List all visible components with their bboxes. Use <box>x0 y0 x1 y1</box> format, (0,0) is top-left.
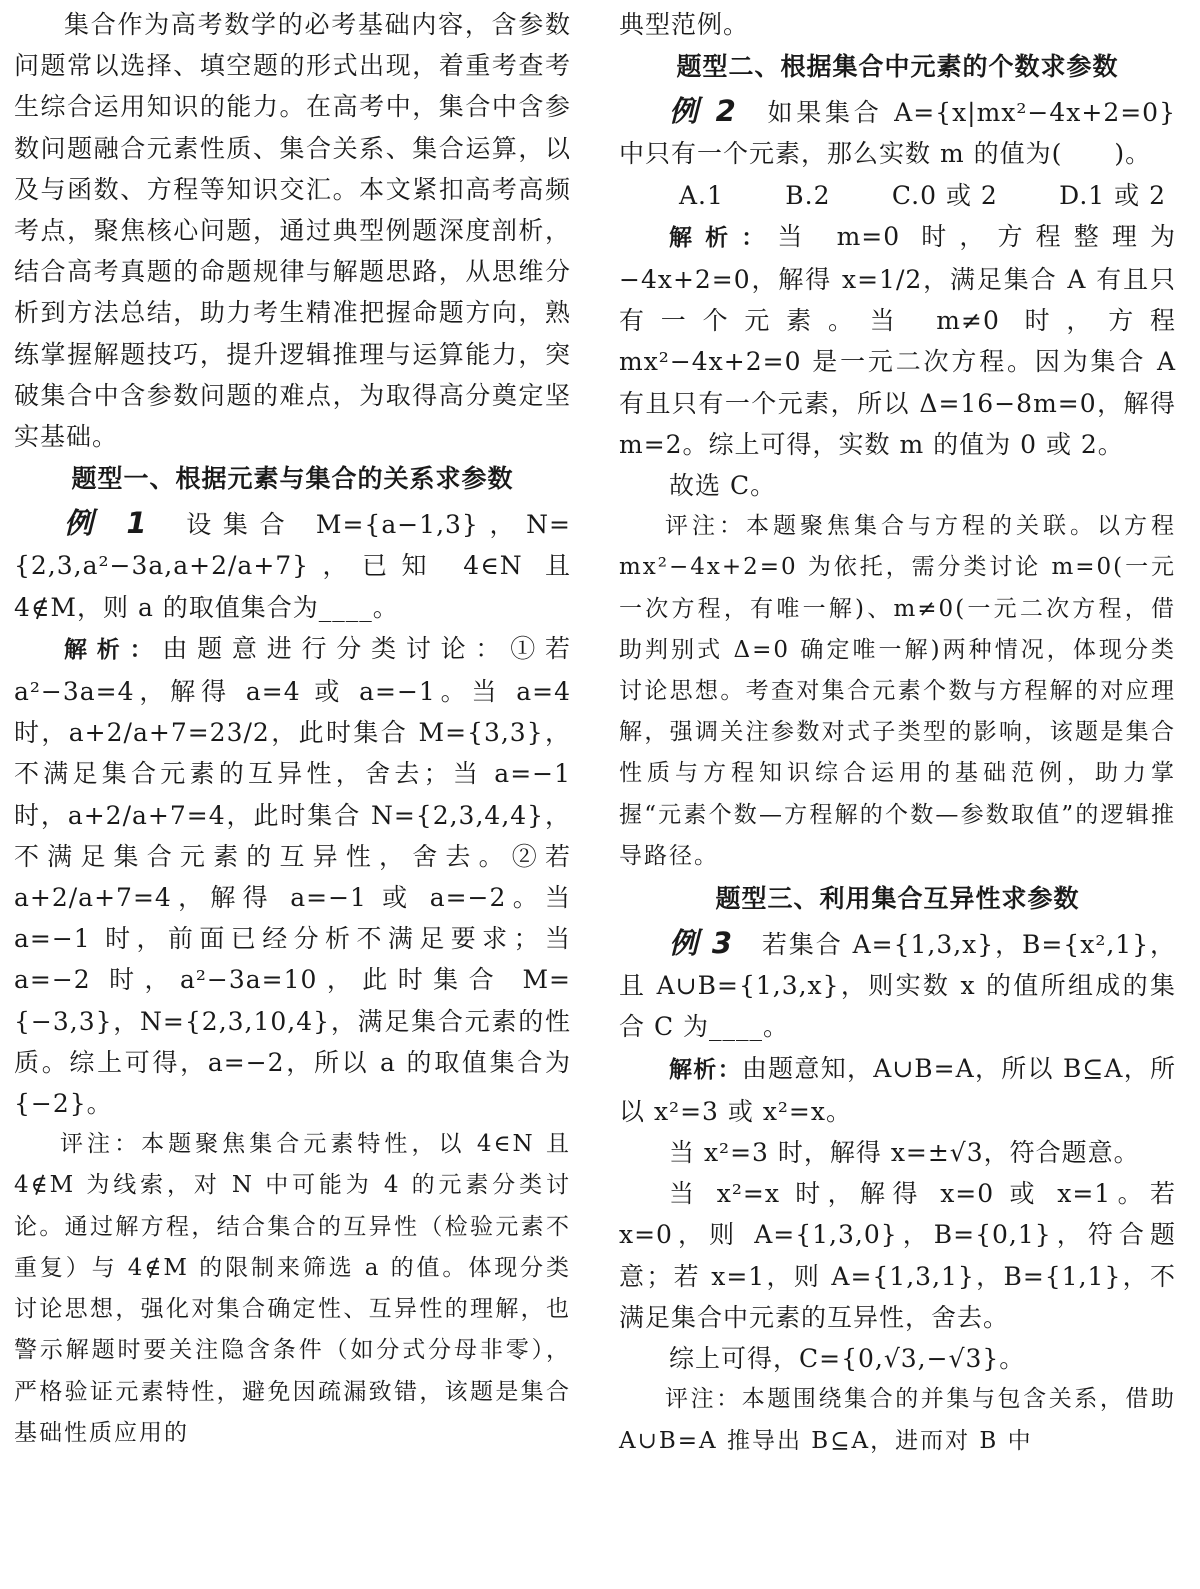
section1-tail: 典型范例。 <box>619 10 750 39</box>
example3-solution-part3: 当 x²=x 时，解得 x=0 或 x=1。若 x=0，则 A={1,3,0}，B={0,1}，符合题意；若 x=1，则 A={1,3,1}，B={1,1}，不满足集合中元素的互异性，舍去。 <box>619 1179 1176 1332</box>
example3-question <box>619 923 1176 1048</box>
example2-comment-lead: 评注： <box>665 513 746 540</box>
option-c: C.0 或 2 <box>891 180 998 210</box>
example1-question-text: 设集合 M={a−1,3}，N={2,3,a²−3a,a+2/a+7}，已知 4∈N 且 4∉M，则 a 的取值集合为____。 <box>14 510 571 622</box>
example1-question <box>14 503 571 628</box>
intro-paragraph: 集合作为高考数学的必考基础内容，含参数问题常以选择、填空题的形式出现，着重考查考生综合运用知识的能力。在高考中，集合中含参数问题融合元素性质、集合关系、集合运算，以及与函数、方程等知识交汇。本文紧扣高考高频考点，聚焦核心问题，通过典型例题深度剖析，结合高考真题的命题规律与解题思路，从思维分析到方法总结，助力考生精准把握命题方向，熟练掌握解题技巧，提升逻辑推理与运算能力，突破集合中含参数问题的难点，为取得高分奠定坚实基础。 <box>14 10 571 452</box>
example2-solution-lead: 解析： <box>669 224 778 251</box>
example2-comment-text: 本题聚焦集合与方程的关联。以方程 mx²−4x+2=0 为依托，需分类讨论 m=0(一元一次方程，有唯一解)、m≠0(一元二次方程，借助判别式 Δ=0 确定唯一解)两种情况，体现分类讨论思想。考查对集合元素个数与方程解的对应理解，强调关注参数对式子类型的影响，该题是集合性质与方程知识综合运用的基础范例，助力掌握“元素个数—方程解的个数—参数取值”的逻辑推导路径。 <box>619 513 1176 869</box>
example1-label: 例 1 <box>64 506 148 541</box>
example2-comment <box>619 506 1176 877</box>
example2-solution-text: 当 m=0 时，方程整理为−4x+2=0，解得 x=1/2，满足集合 A 有且只有一个元素。当 m≠0 时，方程 mx²−4x+2=0 是一元二次方程。因为集合 A 有且只有一个元素，所以 Δ=16−8m=0，解得 m=2。综上可得，实数 m 的值为 0 或 2。 <box>619 221 1176 459</box>
section1-title: 题型一、根据元素与集合的关系求参数 <box>71 464 514 494</box>
example3-solution-part2: 当 x²=3 时，解得 x=±√3，符合题意。 <box>669 1138 1140 1168</box>
example1-comment <box>14 1124 571 1454</box>
example2-label: 例 2 <box>669 94 737 129</box>
example3-label: 例 3 <box>669 926 734 961</box>
example1-solution <box>14 628 571 1124</box>
example1-solution-part1: 由题意进行分类讨论：①若 a²−3a=4，解得 a=4 或 a=−1。当 a=4 时，a+2/a+7=23/2，此时集合 M={3,3}，不满足集合元素的互异性，舍去；当 a=−1 时，a+2/a+7=4，此时集合 N={2,3,4,4}，不满足集合元素的互异性，舍去。 <box>14 633 571 871</box>
example2-question-text: 如果集合 A={x|mx²−4x+2=0}中只有一个元素，那么实数 m 的值为( )。 <box>619 98 1176 169</box>
section2-title: 题型二、根据集合中元素的个数求参数 <box>676 52 1119 82</box>
example3-solution-part4: 综上可得，C={0,√3,−√3}。 <box>669 1344 1026 1374</box>
option-d: D.1 或 2 <box>1059 180 1166 210</box>
example1-comment-lead: 评注： <box>60 1131 142 1158</box>
example3-solution-lead: 解析： <box>669 1056 742 1083</box>
example2-question <box>619 91 1176 174</box>
example3-comment-lead: 评注： <box>665 1386 742 1413</box>
example3-solution-part1: 由题意知，A∪B=A，所以 B⊆A，所以 x²=3 或 x²=x。 <box>619 1053 1176 1126</box>
example1-comment-text: 本题聚焦集合元素特性，以 4∈N 且 4∉M 为线索，对 N 中可能为 4 的元素分类讨论。通过解方程，结合集合的互异性（检验元素不重复）与 4∉M 的限制来筛选 a 的值。体现分类讨论思想，强化对集合确定性、互异性的理解，也警示解题时要关注隐含条件（如分式分母非零），严格验证元素特性，避免因疏漏致错，该题是集合基础性质应用的 <box>14 1131 572 1446</box>
example2-options <box>619 175 1176 216</box>
example2-answer: 故选 C。 <box>669 471 777 501</box>
right-column <box>619 0 1176 1589</box>
section3-title: 题型三、利用集合互异性求参数 <box>715 884 1080 914</box>
example2-solution <box>619 216 1176 465</box>
option-a: A.1 <box>679 180 724 210</box>
example3-comment-text: 本题围绕集合的并集与包含关系，借助 A∪B=A 推导出 B⊆A，进而对 B 中 <box>619 1386 1177 1454</box>
option-b: B.2 <box>785 180 831 210</box>
example1-solution-lead: 解析： <box>64 636 163 663</box>
example3-question-text: 若集合 A={1,3,x}，B={x²,1}，且 A∪B={1,3,x}，则实数 x 的值所组成的集合 C 为____。 <box>619 930 1176 1042</box>
example1-solution-part2: ②若 a+2/a+7=4，解得 a=−1 或 a=−2。当 a=−1 时，前面已经分析不满足要求；当 a=−2 时，a²−3a=10，此时集合 M={−3,3}，N={2,3,10,4}，满足集合元素的性质。综上可得，a=−2，所以 a 的取值集合为{−2}。 <box>14 841 571 1119</box>
example3-solution <box>619 1048 1176 1132</box>
example3-comment <box>619 1379 1176 1461</box>
left-column <box>14 0 571 1589</box>
